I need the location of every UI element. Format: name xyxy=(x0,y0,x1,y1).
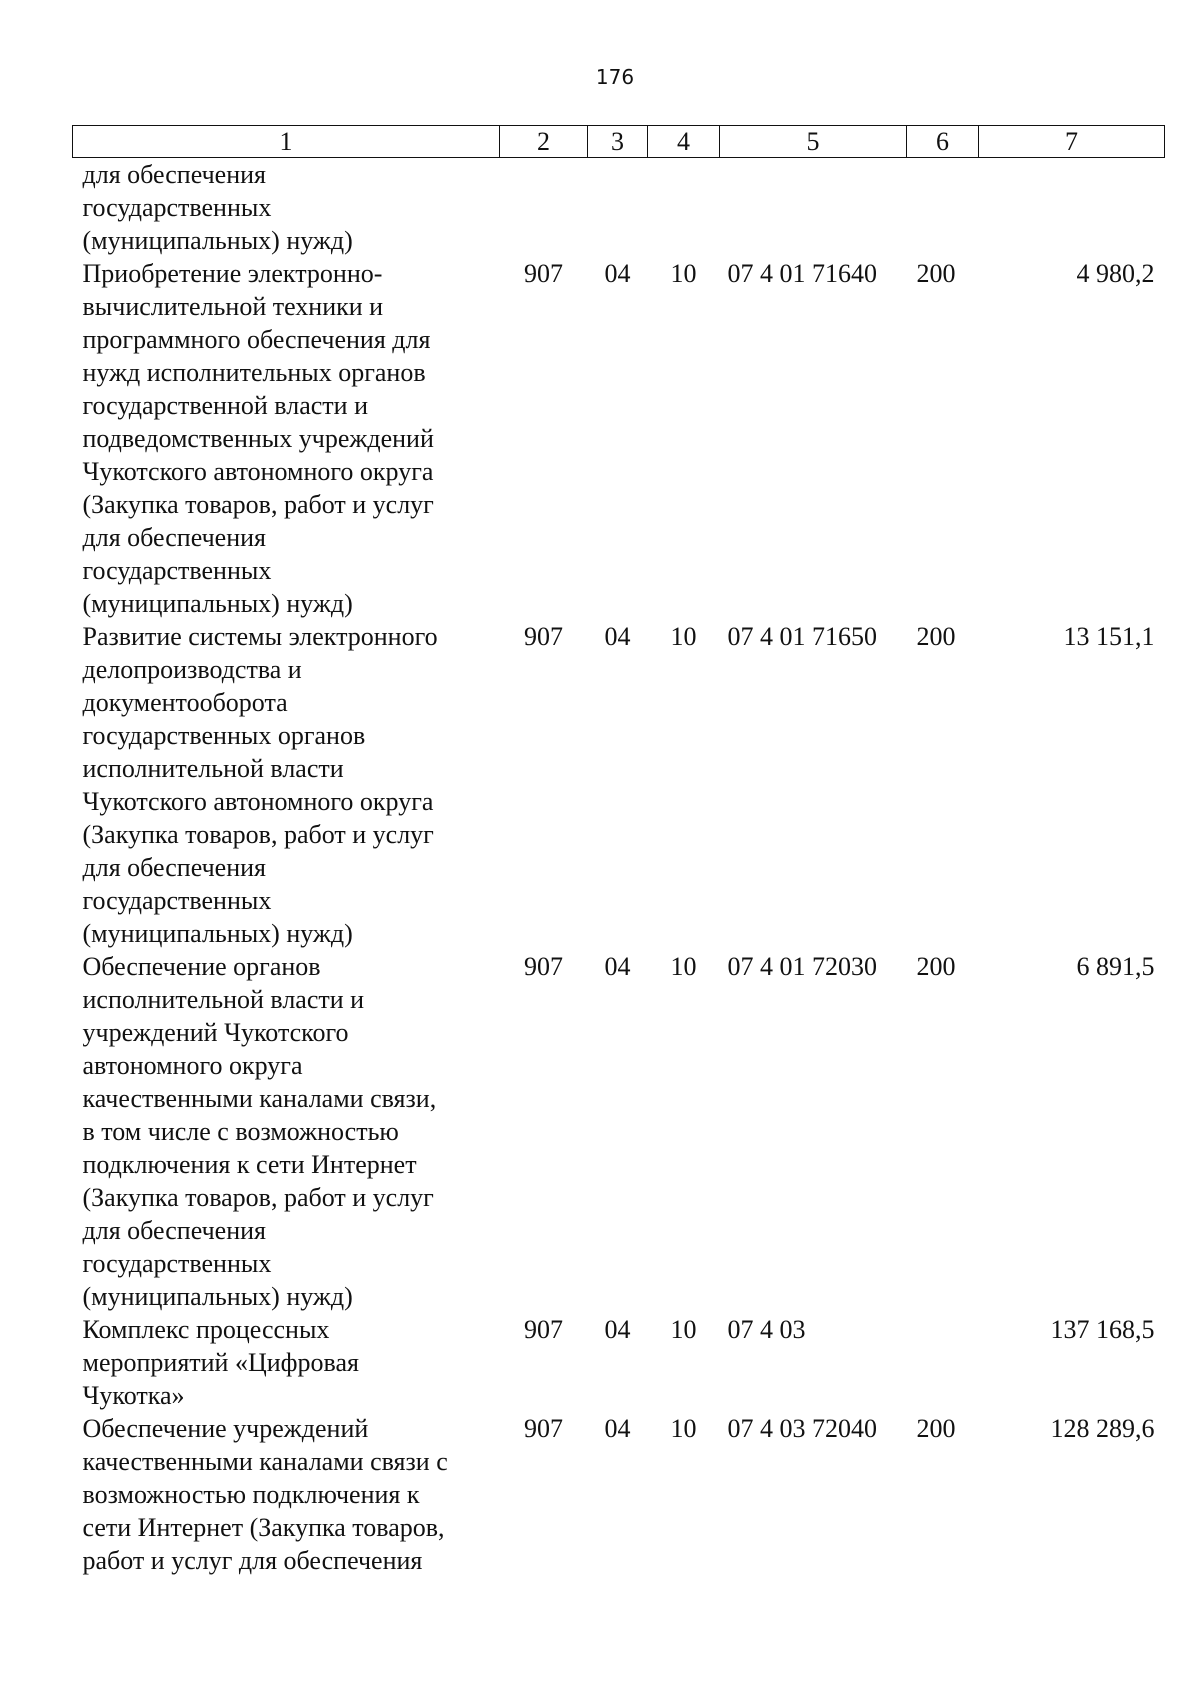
row-name-line: Обеспечение учреждений xyxy=(82,1414,369,1443)
ministry-code-cell: 907 xyxy=(524,1315,563,1344)
ministry-code-cell xyxy=(500,158,588,258)
amount-cell xyxy=(979,158,1165,258)
amount-cell: 6 891,5 xyxy=(1076,952,1155,981)
row-name-line: государственных xyxy=(82,1249,272,1278)
header-col-3: 3 xyxy=(588,126,648,158)
row-name-line: Развитие системы электронного xyxy=(82,622,438,651)
row-name-line: (муниципальных) нужд) xyxy=(82,589,353,618)
row-name-line: (Закупка товаров, работ и услуг xyxy=(82,490,434,519)
row-name-cell xyxy=(73,620,500,950)
expense-type-cell: 200 xyxy=(916,259,956,288)
row-name-line: мероприятий «Цифровая xyxy=(82,1348,359,1377)
row-name-cell xyxy=(73,1313,500,1412)
table-row xyxy=(73,257,1165,620)
row-name-line: делопроизводства и xyxy=(82,655,302,684)
row-name-line: исполнительной власти и xyxy=(82,985,365,1014)
row-name-line: нужд исполнительных органов xyxy=(82,358,426,387)
target-article-cell: 07 4 01 71640 xyxy=(727,259,877,288)
header-col-6: 6 xyxy=(907,126,979,158)
subsection-code-cell: 10 xyxy=(670,1414,697,1443)
header-col-2: 2 xyxy=(500,126,588,158)
row-name-line: (Закупка товаров, работ и услуг xyxy=(82,1183,434,1212)
row-name-cell xyxy=(73,257,500,620)
row-name-cell xyxy=(73,1412,500,1577)
table-row xyxy=(73,950,1165,1313)
target-article-cell: 07 4 03 72040 xyxy=(727,1414,877,1443)
table-row xyxy=(73,1313,1165,1412)
header-col-1: 1 xyxy=(73,126,500,158)
table-row xyxy=(73,158,1165,258)
amount-cell: 137 168,5 xyxy=(1050,1315,1155,1344)
section-code-cell: 04 xyxy=(604,259,631,288)
subsection-code-cell xyxy=(648,158,720,258)
row-name-cell xyxy=(73,950,500,1313)
table-body xyxy=(73,158,1165,1578)
row-name-line: Чукотка» xyxy=(82,1381,185,1410)
ministry-code-cell: 907 xyxy=(524,259,563,288)
row-name-line: для обеспечения xyxy=(82,853,266,882)
row-name-line: (муниципальных) нужд) xyxy=(82,919,353,948)
row-name-line: подключения к сети Интернет xyxy=(82,1150,417,1179)
row-name-line: сети Интернет (Закупка товаров, xyxy=(82,1513,445,1542)
row-name-line: качественными каналами связи с xyxy=(82,1447,448,1476)
row-name-line: исполнительной власти xyxy=(82,754,344,783)
section-code-cell: 04 xyxy=(604,1414,631,1443)
section-code-cell xyxy=(588,158,648,258)
row-name-line: государственных органов xyxy=(82,721,366,750)
row-name-line: учреждений Чукотского xyxy=(82,1018,349,1047)
row-name-line: Комплекс процессных xyxy=(82,1315,330,1344)
row-name-line: документооборота xyxy=(82,688,288,717)
expense-type-cell xyxy=(907,158,979,258)
row-name-line: государственных xyxy=(82,556,272,585)
row-name-cell xyxy=(73,158,500,258)
row-name-line: для обеспечения xyxy=(82,523,266,552)
ministry-code-cell: 907 xyxy=(524,952,563,981)
row-name-line: вычислительной техники и xyxy=(82,292,384,321)
row-name-line: работ и услуг для обеспечения xyxy=(82,1546,423,1575)
table-row xyxy=(73,620,1165,950)
target-article-cell: 07 4 03 xyxy=(727,1315,806,1344)
expense-type-cell xyxy=(907,1313,979,1412)
budget-table xyxy=(72,125,1165,1577)
section-code-cell: 04 xyxy=(604,952,631,981)
row-name-line: Обеспечение органов xyxy=(82,952,321,981)
table-header xyxy=(73,126,1165,158)
row-name-line: государственной власти и xyxy=(82,391,368,420)
header-row xyxy=(73,126,1165,158)
amount-cell: 128 289,6 xyxy=(1050,1414,1155,1443)
row-name-line: (муниципальных) нужд) xyxy=(82,226,353,255)
row-name-line: государственных xyxy=(82,886,272,915)
section-code-cell: 04 xyxy=(604,1315,631,1344)
row-name-line: Приобретение электронно- xyxy=(82,259,383,288)
row-name-line: программного обеспечения для xyxy=(82,325,431,354)
row-name-line: (муниципальных) нужд) xyxy=(82,1282,353,1311)
ministry-code-cell: 907 xyxy=(524,622,563,651)
row-name-line: подведомственных учреждений xyxy=(82,424,434,453)
expense-type-cell: 200 xyxy=(916,952,956,981)
subsection-code-cell: 10 xyxy=(670,622,697,651)
section-code-cell: 04 xyxy=(604,622,631,651)
target-article-cell xyxy=(720,158,907,258)
amount-cell: 4 980,2 xyxy=(1076,259,1155,288)
row-name-line: в том числе с возможностью xyxy=(82,1117,399,1146)
subsection-code-cell: 10 xyxy=(670,952,697,981)
header-col-4: 4 xyxy=(648,126,720,158)
expense-type-cell: 200 xyxy=(916,1414,956,1443)
expense-type-cell: 200 xyxy=(916,622,956,651)
row-name-line: для обеспечения xyxy=(82,1216,266,1245)
row-name-line: качественными каналами связи, xyxy=(82,1084,437,1113)
amount-cell: 13 151,1 xyxy=(1063,622,1155,651)
subsection-code-cell: 10 xyxy=(670,259,697,288)
row-name-line: государственных xyxy=(82,193,272,222)
subsection-code-cell: 10 xyxy=(670,1315,697,1344)
header-col-7: 7 xyxy=(979,126,1165,158)
row-name-line: возможностью подключения к xyxy=(82,1480,420,1509)
row-name-line: автономного округа xyxy=(82,1051,303,1080)
header-col-5: 5 xyxy=(720,126,907,158)
row-name-line: Чукотского автономного округа xyxy=(82,787,434,816)
page-number: 176 xyxy=(595,65,635,89)
table-row xyxy=(73,1412,1165,1577)
row-name-line: Чукотского автономного округа xyxy=(82,457,434,486)
target-article-cell: 07 4 01 72030 xyxy=(727,952,877,981)
row-name-line: для обеспечения xyxy=(82,160,266,189)
target-article-cell: 07 4 01 71650 xyxy=(727,622,877,651)
ministry-code-cell: 907 xyxy=(524,1414,563,1443)
row-name-line: (Закупка товаров, работ и услуг xyxy=(82,820,434,849)
